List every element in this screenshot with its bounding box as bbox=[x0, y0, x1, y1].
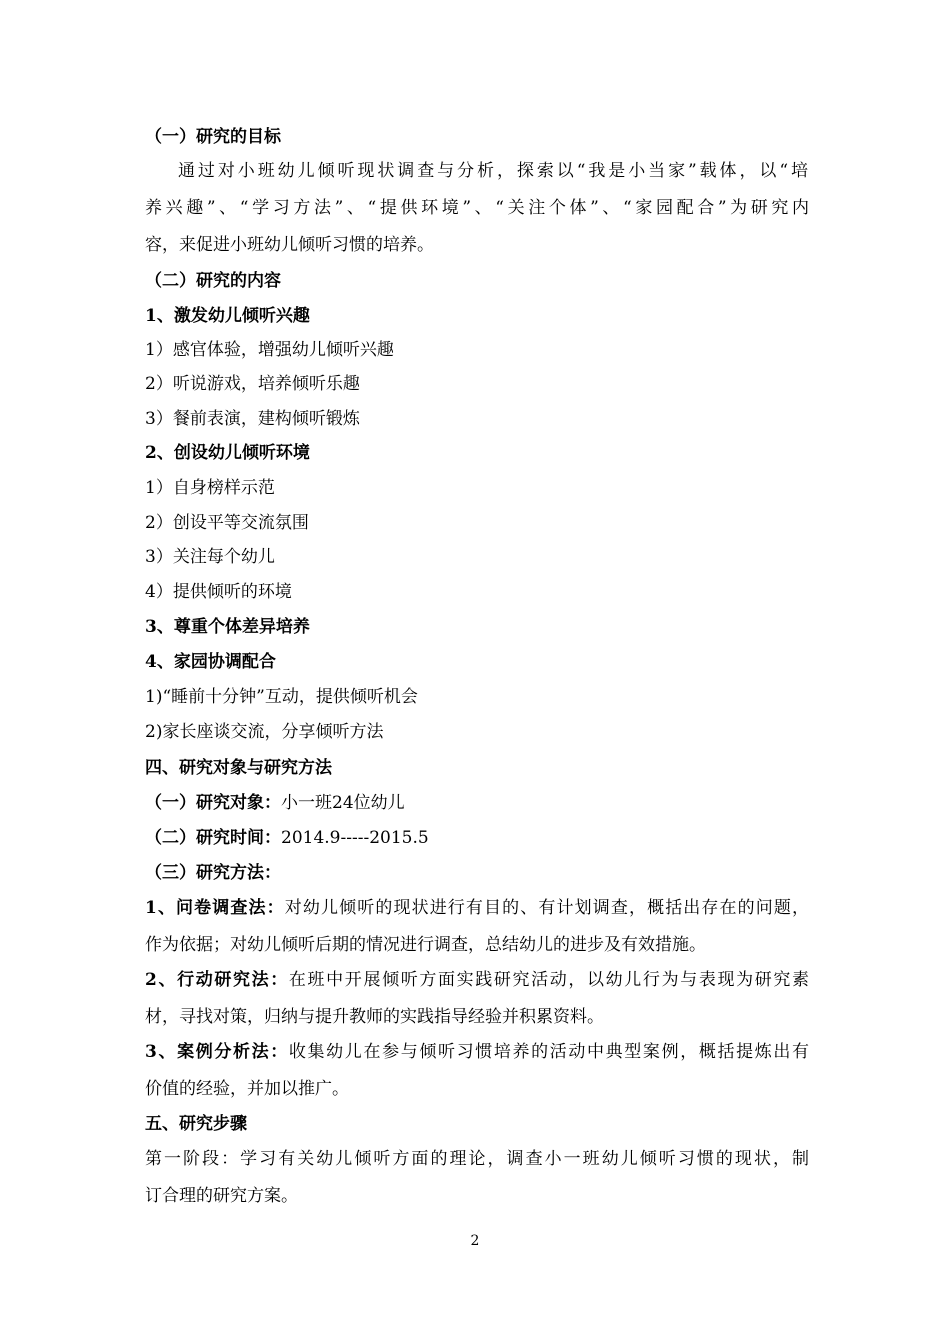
method-paragraph-line bbox=[145, 968, 809, 992]
method-paragraph-line: 作为依据；对幼儿倾听后期的情况进行调查，总结幼儿的进步及有效措施。 bbox=[145, 935, 706, 955]
content-heading: 3、尊重个体差异培养 bbox=[145, 617, 310, 637]
method-paragraph-line: 材，寻找对策，归纳与提升教师的实践指导经验并积累资料。 bbox=[145, 1007, 604, 1027]
content-heading: 4、家园协调配合 bbox=[145, 652, 276, 672]
research-subject-label: （一）研究对象： bbox=[145, 793, 281, 813]
research-time bbox=[145, 826, 429, 850]
method-paragraph-line: 价值的经验，并加以推广。 bbox=[145, 1079, 349, 1099]
method-text: 收集幼儿在参与倾听习惯培养的活动中典型案例，概括提炼出有 bbox=[288, 1042, 809, 1062]
list-item: 1）感官体验，增强幼儿倾听兴趣 bbox=[145, 340, 394, 360]
goal-paragraph-line: 通过对小班幼儿倾听现状调查与分析，探索以“我是小当家”载体，以“培 bbox=[178, 161, 808, 181]
list-item: 4）提供倾听的环境 bbox=[145, 582, 292, 602]
section-heading-subjects-methods: 四、研究对象与研究方法 bbox=[145, 758, 332, 778]
step-paragraph-line: 订合理的研究方案。 bbox=[145, 1186, 298, 1206]
list-item: 2）听说游戏，培养倾听乐趣 bbox=[145, 374, 360, 394]
method-label: 3、案例分析法： bbox=[145, 1042, 289, 1062]
list-item: 1)“睡前十分钟”互动，提供倾听机会 bbox=[145, 687, 418, 707]
goal-paragraph-line: 养兴趣”、“学习方法”、“提供环境”、“关注个体”、“家园配合”为研究内 bbox=[145, 198, 809, 218]
research-method-heading: （三）研究方法： bbox=[145, 863, 281, 883]
section-heading-steps: 五、研究步骤 bbox=[145, 1114, 247, 1134]
list-item: 2)家长座谈交流，分享倾听方法 bbox=[145, 722, 384, 742]
list-item: 2）创设平等交流氛围 bbox=[145, 513, 309, 533]
content-heading: 1、激发幼儿倾听兴趣 bbox=[145, 306, 310, 326]
step-paragraph-line: 第一阶段：学习有关幼儿倾听方面的理论，调查小一班幼儿倾听习惯的现状，制 bbox=[145, 1149, 809, 1169]
list-item: 3）关注每个幼儿 bbox=[145, 547, 275, 567]
method-paragraph-line bbox=[145, 1040, 809, 1064]
method-label: 1、问卷调查法： bbox=[145, 898, 285, 918]
page-number: 2 bbox=[470, 1233, 480, 1249]
research-subject bbox=[145, 791, 405, 815]
method-text: 在班中开展倾听方面实践研究活动，以幼儿行为与表现为研究素 bbox=[288, 970, 809, 990]
section-heading-goal: （一）研究的目标 bbox=[145, 127, 281, 147]
research-time-value: 2014.9-----2015.5 bbox=[281, 828, 429, 848]
section-heading-content: （二）研究的内容 bbox=[145, 271, 281, 291]
goal-paragraph-line: 容，来促进小班幼儿倾听习惯的培养。 bbox=[145, 235, 434, 255]
method-label: 2、行动研究法： bbox=[145, 970, 289, 990]
list-item: 3）餐前表演，建构倾听锻炼 bbox=[145, 409, 360, 429]
method-paragraph-line bbox=[145, 896, 809, 920]
list-item: 1）自身榜样示范 bbox=[145, 478, 275, 498]
research-subject-value: 小一班24位幼儿 bbox=[281, 793, 405, 813]
research-time-label: （二）研究时间： bbox=[145, 828, 281, 848]
content-heading: 2、创设幼儿倾听环境 bbox=[145, 443, 310, 463]
method-text: 对幼儿倾听的现状进行有目的、有计划调查，概括出存在的问题， bbox=[284, 898, 809, 918]
